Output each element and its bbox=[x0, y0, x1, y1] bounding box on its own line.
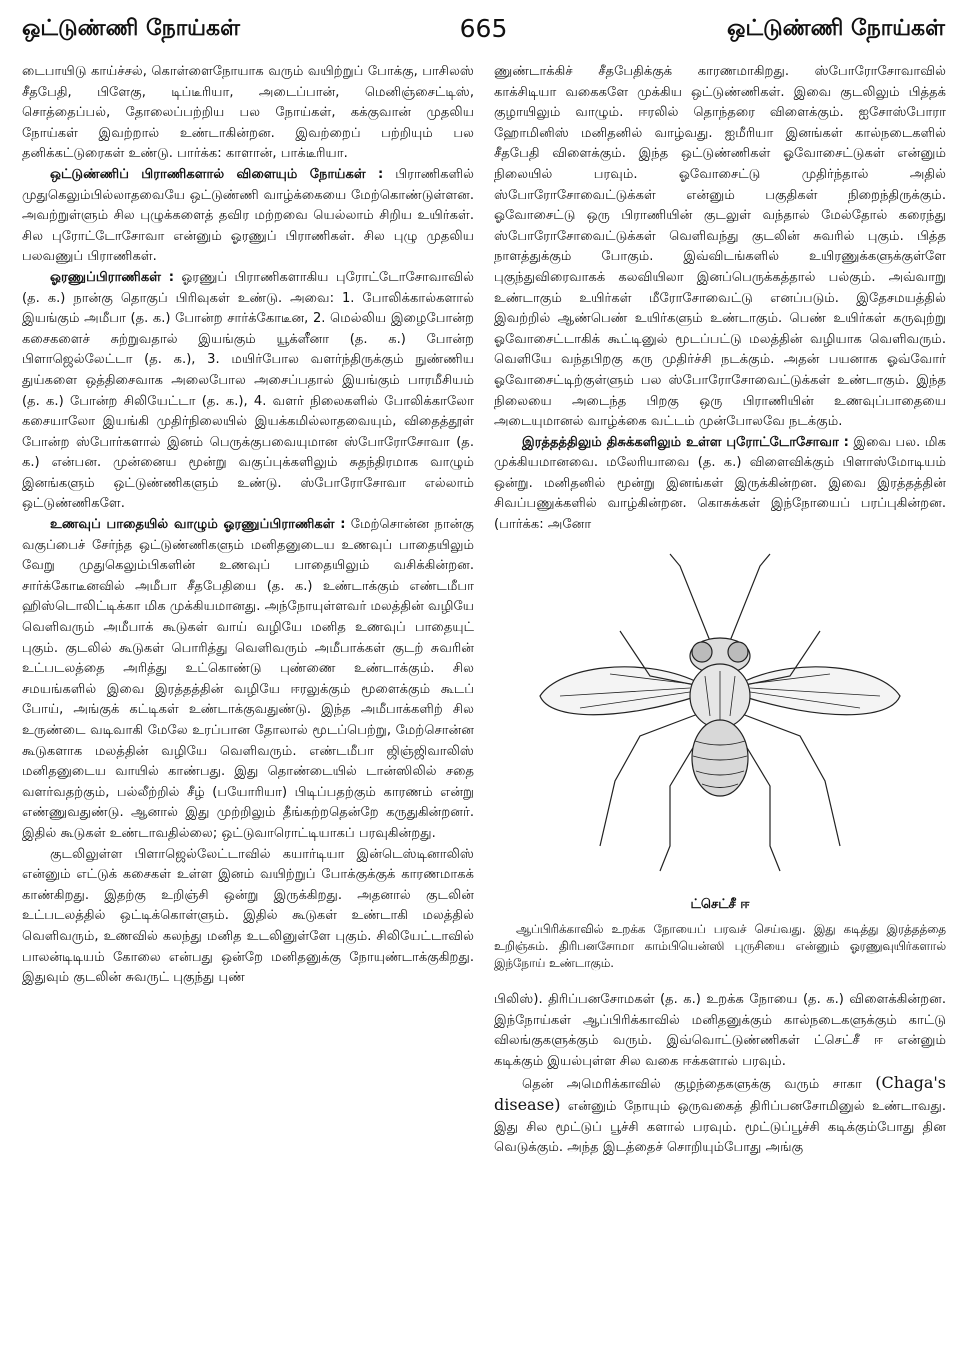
paragraph-text: பிராணிகளில் முதுகெலும்பில்லாதவையே ஒட்டுண்ணி வாழ்க்கையை மேற்கொண்டுள்ளன. அவற்றுள்ளும் சில புழுக்களைத் தவிர மற்றவை யெல்லாம் சிறிய உயிர்கள். சில புரோட்டோசோவா என்னும் ஓரணுப் பிராணிகள். சில புழு முதலிய பலவணுப் பிராணிகள். bbox=[22, 166, 474, 265]
section-heading: ஓரணுப்பிராணிகள் : bbox=[50, 269, 175, 285]
paragraph bbox=[22, 268, 474, 515]
tsetse-fly-illustration bbox=[520, 546, 920, 891]
right-column bbox=[494, 62, 946, 1159]
figure-title: ட்செட்சீ ஈ bbox=[690, 896, 750, 912]
paragraph: குடலிலுள்ள பிளாஜெல்லேட்டாவில் கயார்டியா இன்டெஸ்டினாலிஸ் என்னும் எட்டுக் கசைகள் உள்ள இனம் வயிற்றுப் போக்குக்குக் காரணமாகக் காண்கிறது. இதற்கு உறிஞ்சி ஒன்று இருக்கிறது. அதனால் குடலின் உட்படலத்தில் ஒட்டிக்கொள்ளும். இதில் கூடுகள் உண்டாகி மலத்தில் வெளிவரும், உணவில் கலந்து மனித உடலினுள்ளே புகும். சிலியேட்டாவில் பாலன்டிடியம் கோலை என்பது ஒன்றே மனிதனுக்கு நோயுண்டாக்குகிறது. இதுவும் குடலின் சுவருட் புகுந்து புண் bbox=[22, 846, 474, 986]
paragraph: டைபாயிடு காய்ச்சல், கொள்ளைநோயாக வரும் வயிற்றுப் போக்கு, பாசிலஸ் சீதபேதி, பிளேகு, டிப்டீரியா, அடைப்பான், மெனிஞ்சைட்டிஸ், சொத்தைப்பல், தோலைப்பற்றிய பல நோய்கள், கக்குவான் முதலிய நோய்கள் இவற்றால் உண்டாகின்றன. இவற்றைப் பற்றியும் பல தனிக்கட்டுரைகள் உண்டு. பார்க்க: காளான், பாக்டீரியா. bbox=[22, 64, 474, 162]
tsetse-fly-figure bbox=[494, 546, 946, 973]
paragraph bbox=[494, 433, 946, 536]
running-header bbox=[22, 10, 945, 50]
paragraph bbox=[22, 515, 474, 845]
page-number: 665 bbox=[459, 14, 508, 43]
figure-caption: ஆப்பிரிக்காவில் உறக்க நோயைப் பரவச் செய்வது. இது கடித்து இரத்தத்தை உறிஞ்சும். திரிபனசோமா காம்பியென்ஸி புருசியை என்னும் ஓரணுவுயிர்களால் இந்நோய் உண்டாகும். bbox=[494, 922, 946, 971]
right-running-title: ஒட்டுண்ணி நோய்கள் bbox=[727, 16, 945, 41]
paragraph-text: இவை பல. மிக முக்கியமானவை. மலேரியாவை (த. க.) விளைவிக்கும் பிளாஸ்மோடியம் ஒன்று. மனிதனில் மூன்று இனங்கள் இருக்கின்றன. இவை இரத்தத்தின் சிவப்பணுக்களில் வாழ்கின்றன. கொசுக்கள் இந்நோயைப் பரப்புகின்றன. (பார்க்க: அனோ bbox=[494, 434, 946, 533]
paragraph bbox=[494, 1073, 946, 1159]
latin-term: (Chaga's disease) bbox=[494, 1072, 946, 1115]
left-column bbox=[22, 62, 474, 989]
paragraph-text: தென் அமெரிக்காவில் குழந்தைகளுக்கு வரும் சாகா bbox=[522, 1076, 862, 1092]
section-heading: ஒட்டுண்ணிப் பிராணிகளால் விளையும் நோய்கள் : bbox=[50, 166, 384, 182]
paragraph-text: என்னும் நோயும் ஒருவகைத் திரிப்பனசோமினுல் உண்டாவது. இது சில மூட்டுப் பூச்சி களால் பரவும். மூட்டுப்பூச்சி கடிக்கும்போது தின வெடுக்கும். அந்த இடத்தைச் சொறியும்போது அங்கு bbox=[494, 1099, 946, 1156]
section-heading: உணவுப் பாதையில் வாழும் ஓரணுப்பிராணிகள் : bbox=[50, 517, 346, 533]
left-running-title: ஒட்டுண்ணி நோய்கள் bbox=[22, 16, 240, 41]
paragraph bbox=[22, 165, 474, 268]
paragraph: பிலிஸ்). திரிப்பனசோமகள் (த. க.) உறக்க நோயை (த. க.) விளைக்கின்றன. இந்நோய்கள் ஆப்பிரிக்காவில் மனிதனுக்கும் கால்நடைகளுக்கும் காட்டு விலங்குகளுக்கும் வரும். இவ்வொட்டுண்ணிகள் ட்செட்சீ ஈ என்னும் கடிக்கும் இயல்புள்ள சில வகை ஈக்களால் பரவும். bbox=[494, 992, 946, 1070]
paragraph-text: ஓரணுப் பிராணிகளாகிய புரோட்டோசோவாவில் (த. க.) நான்கு தொகுப் பிரிவுகள் உண்டு. அவை: 1. போலிக்கால்களால் இயங்கும் அமீபா (த. க.) போன்ற சார்க்கோடீன, 2. மெல்லிய இழைபோன்ற கசைகளைச் சுற்றுவதால் இயங்கும் யூக்ளீனா (த. க.) போன்ற பிளாஜெல்லேட்டா (த. க.), 3. மயிர்போல வளர்ந்திருக்கும் நுண்ணிய துய்களை ஒத்திசைவாக அலைபோல அசைப்பதால் இயங்கும் பாரமீசியம் (த. க.) போன்ற சிலியேட்டா (த. க.), 4. வளர் நிலைகளில் போலிக்காலோ கசையாலோ இயங்கி முதிர்நிலையில் இயக்கமில்லாதவையும், விதைத்தூள் போன்ற ஸ்போர்களால் இனம் பெருக்குபவையுமான ஸ்போரோசோவா (த. க.) என்பன. முன்னைய மூன்று வகுப்புக்களிலும் சுதந்திரமாக வாழும் இனங்களும் ஒட்டுண்ணிகளும் உண்டு. ஸ்போரோசோவா எல்லாம் ஒட்டுண்ணிகளே. bbox=[22, 269, 474, 512]
paragraph: ணுண்டாக்கிச் சீதபேதிக்குக் காரணமாகிறது. ஸ்போரோசோவாவில் காக்சிடியா வகைகளே முக்கிய ஒட்டுண்ணிகள். இவை குடலிலும் பித்தக் குழாயிலும் வாழும். ஈரலில் தொந்தரை விளைக்கும். ஐசோஸ்போரா ஹோமினிஸ் மனிதனில் வாழ்வது. ஐமீரியா இனங்கள் கால்நடைகளில் சீதபேதி விளைக்கும். இந்த ஒட்டுண்ணிகள் ஓவோசைட்டுகள் என்னும் நிலையில் பரவும். ஓவோசைட்டு முதிர்ந்தால் அதில் ஸ்போரோசோவைட்டுக்கள் என்னும் பகுதிகள் நிறைந்திருக்கும். ஓவோசைட்டு ஒரு பிராணியின் குடலுள் வந்தால் மேல்தோல் கரைந்து ஸ்போரோசோவைட்டுக்கள் வெளிவந்து குடலின் சுவரில் புகும். பித்த நாளத்துக்கும் போகும். இவ்விடங்களில் உயிரணுக்களுக்குள்ளே புகுந்துவிரைவாகக் கலவியிலா இனப்பெருக்கத்தால் பல்கும். அவ்வாறு உண்டாகும் உயிர்கள் மீரோசோவைட்டு எனப்படும். இதேசமயத்தில் இவற்றில் ஆண்பெண் உயிர்களும் உண்டாகும். பெண் உயிர்கள் கருவுற்று ஓவோசைட்டாகிக் கூட்டினுல் மூடப்பட்டு மலத்தின் வழியாக வெளிவரும். வெளியே வந்தபிறகு கரு முதிர்ச்சி நடக்கும். அதன் பயனாக ஓவ்வோர் ஓவோசைட்டிற்குள்ளும் பல ஸ்போரோசோவைட்டுக்கள் உண்டாகும். இந்த நிலையை அடைந்த பிறகு ஒரு பிராணியின் உணவுப்பாதையை அடையுமானல் வாழ்க்கை வட்டம் முன்போலவே நடக்கும். bbox=[494, 64, 946, 430]
section-heading: இரத்தத்திலும் திசுக்களிலும் உள்ள புரோட்டோசோவா : bbox=[522, 434, 849, 450]
paragraph-text: மேற்சொன்ன நான்கு வகுப்பைச் சேர்ந்த ஒட்டுண்ணிகளும் மனிதனுடைய உணவுப் பாதையிலும் வேறு முதுகெலும்பிகளின் உணவுப் பாதையிலும் வசிக்கின்றன. சார்க்கோடீனவில் அமீபா சீதபேதியை (த. க.) உண்டாக்கும் எண்டமீபா ஹிஸ்டொலிட்டிக்கா மிக முக்கியமானது. அந்நோயுள்ளவர் மலத்தின் வழியே வெளிவரும் அமீபாக் கூடுகள் வாய் வழியே மனித உணவுப் பாதையுட் புகும். குடலில் கூடுகள் பொரித்து வெளிவரும் அமீபாக்கள் குடற் சுவரின் உட்படலத்தை அரித்து உட்கொண்டு புண்ணை உண்டாக்கும். சில சமயங்களில் இவை இரத்தத்தின் வழியே ஈரலுக்கும் மூளைக்கும் கூடப் போய், அங்குக் கட்டிகள் உண்டாக்குவதுண்டு. இந்த அமீபாக்களிற் சில உருண்டை வடிவாகி மேலே உரப்பான தோலால் மூடப்பெற்று, மேற்சொன்ன கூடுகளாக மலத்தின் வழியே வெளிவரும். எண்டமீபா ஜிஞ்ஜிவாலிஸ் மனிதனுடைய வாயில் காண்பது. இது தொண்டையில் டான்ஸிலில் சதை வளர்வதற்கும், பல்லீற்றில் சீழ் (பயோரியா) பிடிப்பதற்கும் காரணம் என்று எண்ணுவதுண்டு. ஆனால் இது முற்றிலும் தீங்கற்றதென்றே கருதுகின்றனர். இதில் கூடுகள் உண்டாவதில்லை; ஒட்டுவாரொட்டியாகப் பரவுகின்றது. bbox=[22, 517, 474, 841]
